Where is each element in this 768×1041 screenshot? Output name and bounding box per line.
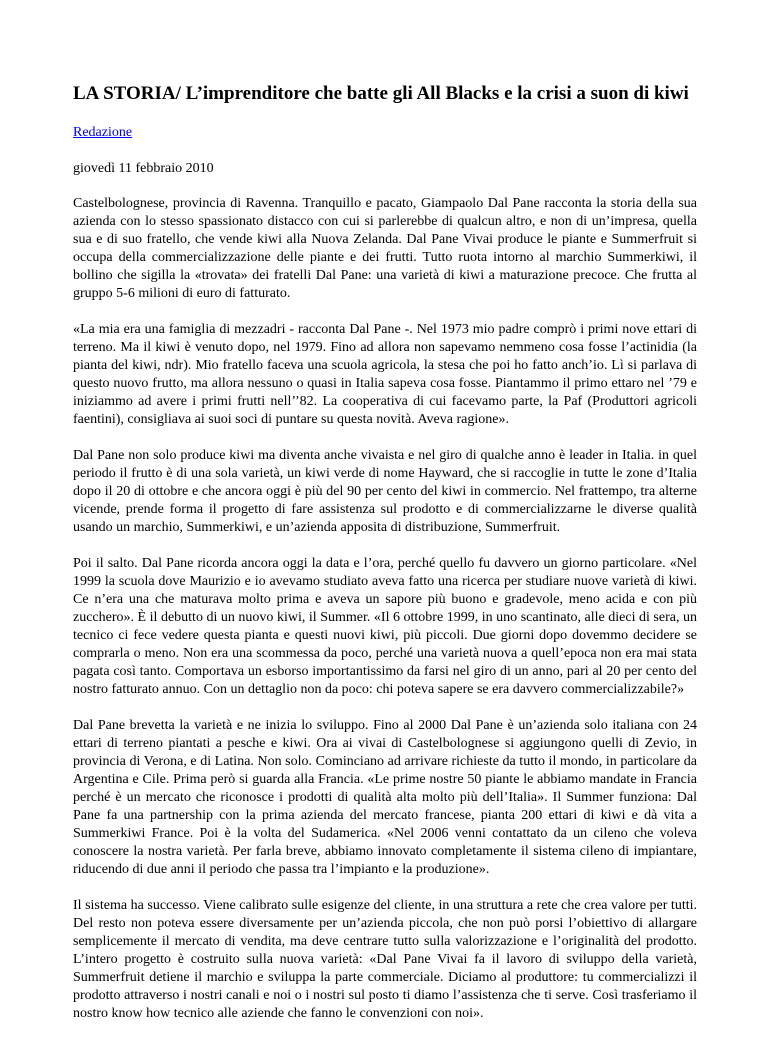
publish-date: giovedì 11 febbraio 2010 (73, 161, 214, 176)
paragraph-3: Dal Pane non solo produce kiwi ma diventa anche vivaista e nel giro di qualche anno è leader in Italia. in quel periodo il frutto è di una sola varietà, un kiwi verde di nome Hayward, che si raccoglie in tutte le zone d’Italia dopo il 20 di ottobre e che ancora oggi è più del 90 per cento del kiwi in commercio. Nel frattempo, tra alterne vicende, prende forma il progetto di fare assistenza sul prodotto e di commercializzarne le diverse qualità usando un marchio, Summerkiwi, e un’azienda apposita di distribuzione, Summerfruit. (73, 448, 697, 535)
paragraph-4: Poi il salto. Dal Pane ricorda ancora oggi la data e l’ora, perché quello fu davvero un giorno particolare. «Nel 1999 la scuola dove Maurizio e io avevamo studiato aveva fatto una ricerca per studiare nuove varietà di kiwi. Ce n’era una che maturava molto prima e aveva un sapore più buono e gradevole, meno acida e con più zucchero». È il debutto di un nuovo kiwi, il Summer. «Il 6 ottobre 1999, in uno scantinato, alle dieci di sera, un tecnico ci fece vedere questa pianta e questi nuovi kiwi, più piccoli. Due giorni dopo dovemmo decidere se comprarla o meno. Non era una scommessa da poco, perché una varietà nuova a quell’epoca non era mai stata pagata così tanto. Comportava un esborso importantissimo da farsi nel giro di un anno, pari al 20 per cento del nostro fatturato annuo. Con un dettaglio non da poco: chi poteva sapere se era davvero commercializzabile?» (73, 556, 697, 697)
article-title: LA STORIA/ L’imprenditore che batte gli All Blacks e la crisi a suon di kiwi (73, 83, 689, 104)
paragraph-5: Dal Pane brevetta la varietà e ne inizia lo sviluppo. Fino al 2000 Dal Pane è un’azienda solo italiana con 24 ettari di terreno piantati a pesche e kiwi. Ora ai vivai di Castelbolognese si aggiungono quelli di Zevio, in provincia di Verona, e di Latina. Non solo. Cominciano ad arrivare richieste da tutto il mondo, in particolare da Argentina e Cile. Prima però si guarda alla Francia. «Le prime nostre 50 piante le abbiamo mandate in Francia perché è un mercato che riconosce i prodotti di qualità alta molto più dell’Italia». Il Summer funziona: Dal Pane fa una partnership con la prima azienda del mercato francese, pianta 200 ettari di kiwi e dà vita a Summerkiwi France. Poi è la volta del Sudamerica. «Nel 2006 venni contattato da un cileno che voleva conoscere la nostra varietà. Per farla breve, abbiamo innovato completamente il sistema cileno di impiantare, riducendo di due anni il periodo che passa tra l’impianto e la produzione». (73, 718, 697, 877)
paragraph-6: Il sistema ha successo. Viene calibrato sulle esigenze del cliente, in una struttura a rete che crea valore per tutti. Del resto non poteva essere diversamente per un’azienda piccola, che non può porsi l’obiettivo di allargare semplicemente il mercato di vendita, ma deve centrare tutto sulla valorizzazione e l’originalità del prodotto. L’intero progetto è costruito sulla nuova varietà: «Dal Pane Vivai fa il lavoro di sviluppo della varietà, Summerfruit detiene il marchio e sviluppa la parte commerciale. Diciamo al produttore: tu commercializzi il prodotto attraverso i nostri canali e noi o i nostri sul posto ti diamo l’assistenza che ti serve. Così trasferiamo il nostro know how tecnico alle aziende che fanno le convenzioni con noi». (73, 898, 697, 1021)
paragraph-1: Castelbolognese, provincia di Ravenna. Tranquillo e pacato, Giampaolo Dal Pane racconta la storia della sua azienda con lo stesso spassionato distacco con cui si parlerebbe di qualcun altro, e non di un’impresa, quella sua e di suo fratello, che vende kiwi alla Nuova Zelanda. Dal Pane Vivai produce le piante e Summerfruit si occupa della commercializzazione delle piante e dei frutti. Tutto ruota intorno al marchio Summerkiwi, il bollino che sigilla la «trovata» dei fratelli Dal Pane: una varietà di kiwi a maturazione precoce. Che frutta al gruppo 5-6 milioni di euro di fatturato. (73, 196, 697, 301)
author-line (73, 124, 697, 142)
paragraph-2: «La mia era una famiglia di mezzadri - racconta Dal Pane -. Nel 1973 mio padre comprò i primi nove ettari di terreno. Ma il kiwi è venuto dopo, nel 1979. Fino ad allora non sapevamo nemmeno cosa fosse l’actinidia (la pianta del kiwi, ndr). Mio fratello faceva una scuola agricola, la stesa che poi ho fatto anch’io. Lì si parlava di questo nuovo frutto, ma allora nessuno o quasi in Italia sapeva cosa fosse. Piantammo il primo ettaro nel ’79 e iniziammo ad avere i primi frutti nell’’82. La cooperativa di cui facevamo parte, la Paf (Produttori agricoli faentini), consigliava ai suoi soci di puntare su questa novità. Aveva ragione». (73, 322, 697, 427)
author-link[interactable]: Redazione (73, 125, 133, 140)
article (73, 82, 697, 1041)
